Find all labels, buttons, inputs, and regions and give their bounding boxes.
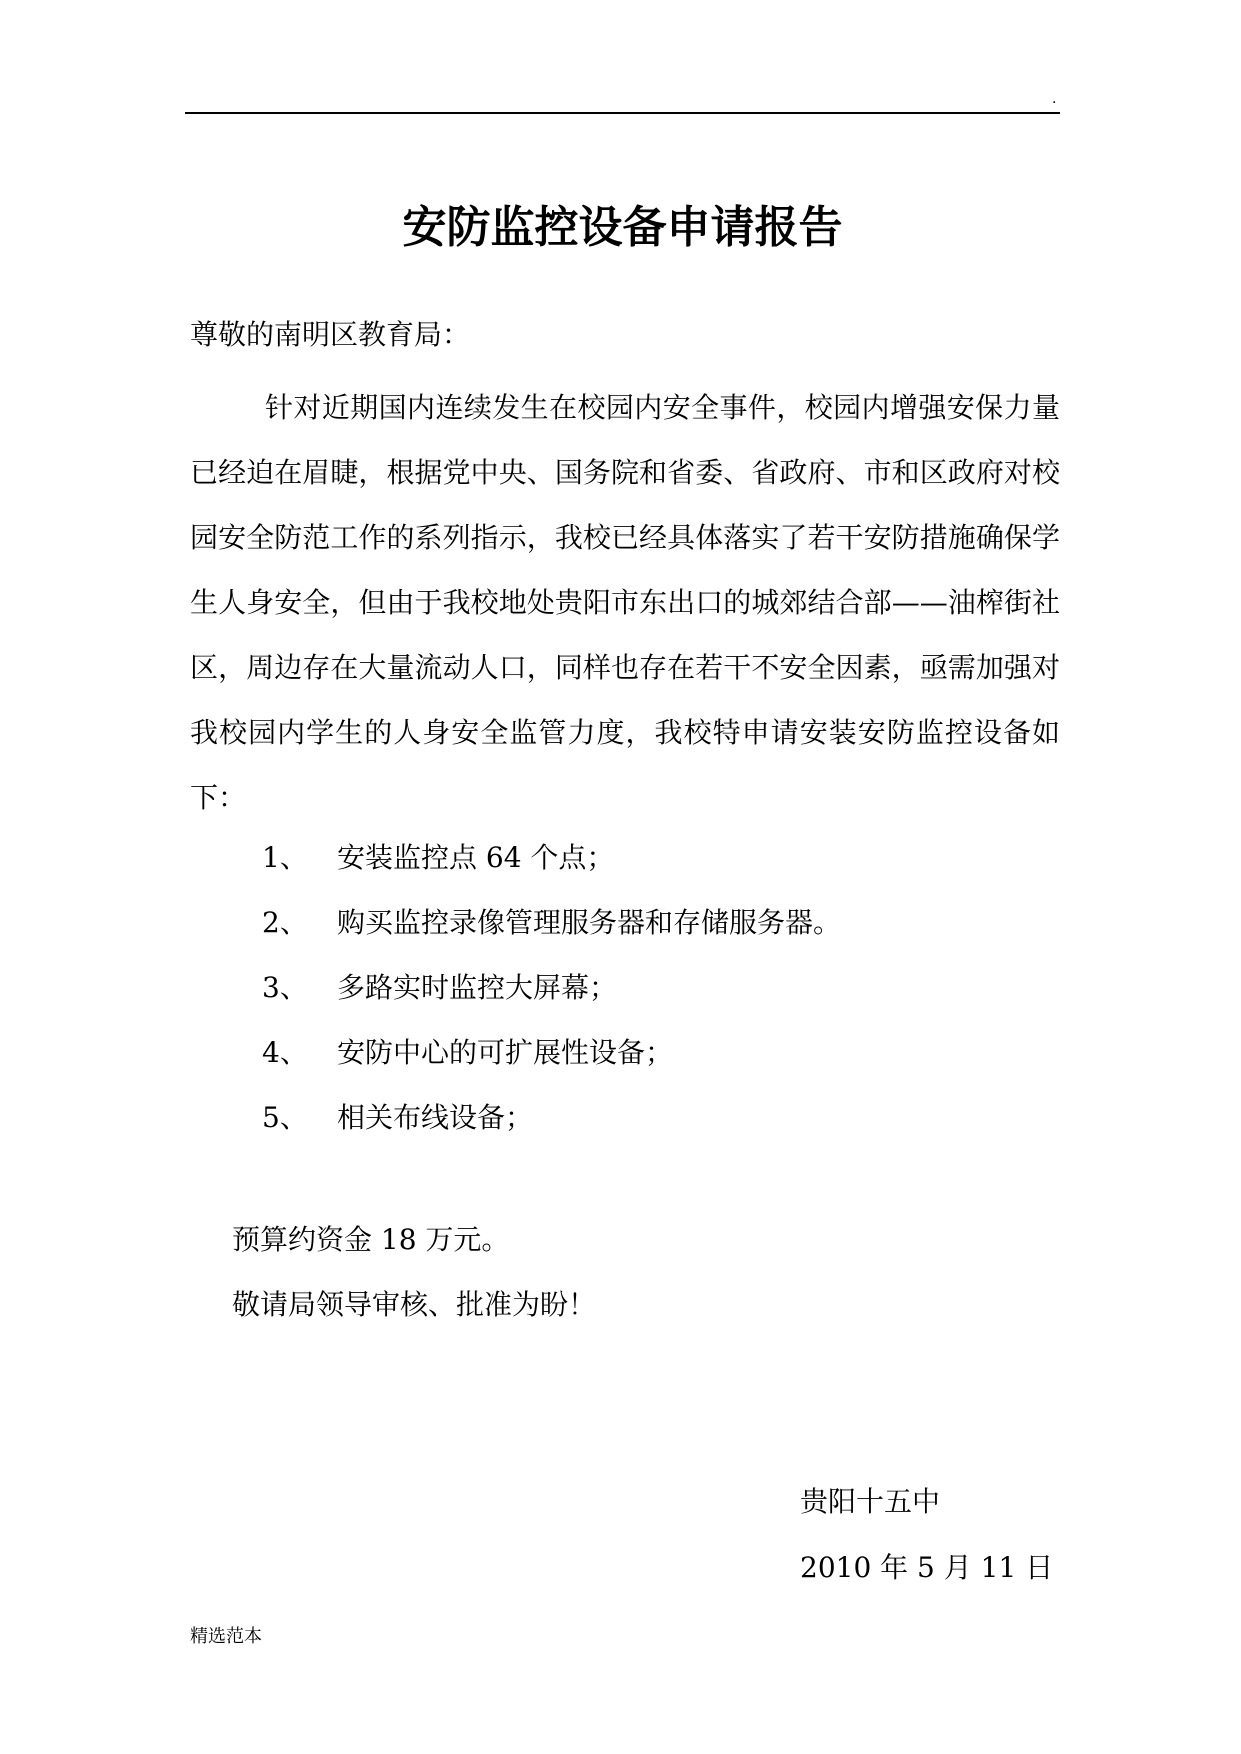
list-item-text: 相关布线设备； — [337, 1101, 534, 1134]
list-item-text: 安装监控点 64 个点； — [337, 841, 615, 874]
salutation: 尊敬的南明区教育局： — [190, 318, 471, 351]
footer-text: 精选范本 — [190, 1626, 262, 1647]
list-item — [262, 1085, 1022, 1150]
request-line: 敬请局领导审核、批准为盼！ — [232, 1288, 597, 1321]
list-item-number: 1、 — [262, 841, 308, 874]
list-item-number: 3、 — [262, 971, 308, 1004]
budget-line: 预算约资金 18 万元。 — [232, 1223, 510, 1256]
list-item — [262, 955, 1022, 1020]
header-rule — [185, 112, 1060, 114]
document-title: 安防监控设备申请报告 — [402, 202, 843, 253]
equipment-list — [262, 825, 1022, 1150]
list-item — [262, 890, 1022, 955]
signer-name: 贵阳十五中 — [800, 1485, 941, 1518]
list-item — [262, 1020, 1022, 1085]
list-item-number: 4、 — [262, 1036, 308, 1069]
list-item — [262, 825, 1022, 890]
list-item-number: 2、 — [262, 906, 308, 939]
body-paragraph: 针对近期国内连续发生在校园内安全事件，校园内增强安保力量已经迫在眉睫，根据党中央、国务院和省委、省政府、市和区政府对校园安全防范工作的系列指示，我校已经具体落实了若干安防措施确保学生人身安全，但由于我校地处贵阳市东出口的城郊结合部——油榨街社区，周边存在大量流动人口，同样也存在若干不安全因素，亟需加强对我校园内学生的人身安全监管力度，我校特申请安装安防监控设备如下： — [190, 391, 1060, 814]
list-item-text: 安防中心的可扩展性设备； — [337, 1036, 674, 1069]
list-item-text: 多路实时监控大屏幕； — [337, 971, 618, 1004]
header-mark: . — [1052, 91, 1057, 107]
list-item-number: 5、 — [262, 1101, 308, 1134]
list-item-text: 购买监控录像管理服务器和存储服务器。 — [337, 906, 842, 939]
signature-date: 2010 年 5 月 11 日 — [800, 1551, 1054, 1584]
